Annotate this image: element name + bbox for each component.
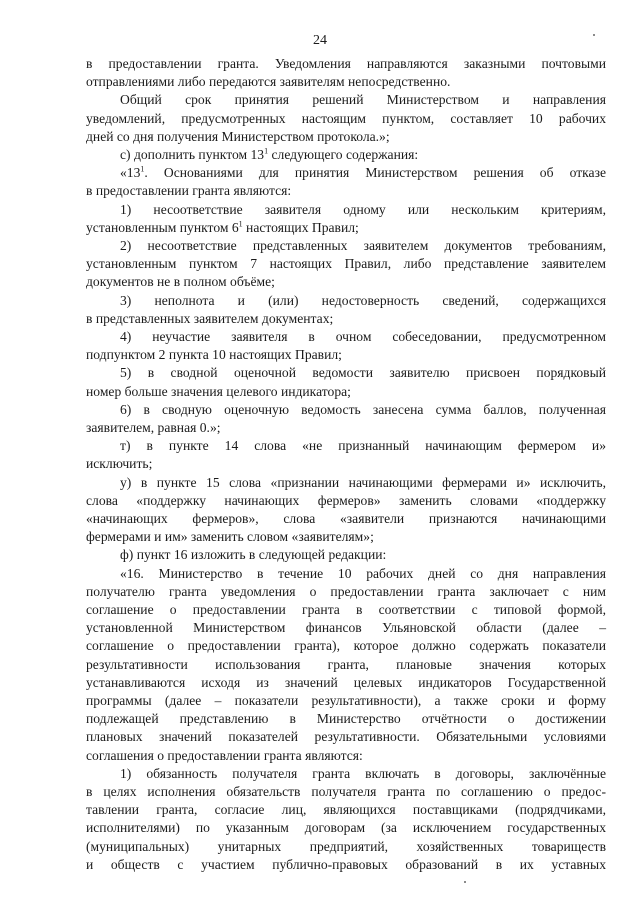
text-line: слова «поддержку начинающих фермеров» заменить словами «поддержку (86, 492, 606, 508)
text-line: «$13^1$. Основаниями для принятия Министерством решения об отказе (120, 164, 606, 181)
text-line: фермерами и им» заменить словом «заявителям»; (86, 529, 374, 545)
text-line: в целях исполнения обязательств получателя гранта по соглашению о предос- (86, 784, 606, 799)
text-line: номер больше значения целевого индикатора; (86, 383, 351, 399)
text-line: 1) обязанность получателя гранта включать в договоры, заключённые (120, 765, 606, 781)
text-line: в предоставлении гранта являются: (86, 183, 292, 199)
text-line: дней со дня получения Министерством протокола.»; (86, 128, 390, 144)
text-line: 4) неучастие заявителя в очном собеседовании, предусмотренном (120, 329, 606, 344)
text-line: исполнителями) по указанным договорам (за исключением государственных (86, 820, 606, 836)
text-line: подпунктом 2 пункта 10 настоящих Правил; (86, 347, 342, 363)
text-line: Общий срок принятия решений Министерством и направления (120, 92, 606, 108)
text-line: плановых значений показателей результативности. Обязательными условиями (86, 729, 606, 745)
text-line: документов не в полном объёме; (86, 274, 275, 290)
text-line: получателю гранта уведомления о предоставлении гранта заключает с ним (86, 583, 606, 599)
text-line: тавлении гранта, согласие лиц, являющихся поставщиками (подрядчиками, (86, 802, 606, 818)
scan-speck (464, 881, 466, 883)
text-line: 6) в сводную оценочную ведомость занесена сумма баллов, полученная (120, 401, 606, 417)
text-line: 5) в сводной оценочной ведомости заявителю присвоен порядковый (120, 365, 606, 381)
text-line: установленным пунктом 7 настоящих Правил, либо представление заявителем (86, 256, 606, 272)
text-line: с) дополнить пунктом $13^1$ следующего содержания: (120, 146, 419, 162)
text-line: отправлениями либо передаются заявителям непосредственно. (86, 74, 451, 90)
text-line: в предоставлении гранта. Уведомления направляются заказными почтовыми (86, 56, 606, 71)
text-line: т) в пункте 14 слова «не признанный начинающим фермером и» (120, 438, 606, 454)
page-number: 24 (313, 33, 327, 48)
scan-speck (593, 34, 595, 36)
text-line: 1) несоответствие заявителя одному или нескольким критериям, (120, 201, 606, 217)
text-line: соглашение о предоставлении гранта), которое должно содержать показатели (86, 638, 606, 654)
text-line: 3) неполнота и (или) недостоверность сведений, содержащихся (120, 292, 606, 308)
text-line: в представленных заявителем документах; (86, 310, 334, 326)
text-line: программы (далее – показатели результативности), а также сроки и форму (86, 693, 606, 708)
text-line: «начинающих фермеров», слова «заявители признаются начинающими (86, 511, 606, 526)
text-line: у) в пункте 15 слова «признании начинающими фермерами и» исключить, (120, 474, 606, 490)
text-line: подлежащей представлению в Министерство отчётности о достижении (86, 711, 606, 727)
text-line: устанавливаются исходя из значений целевых индикаторов Государственной (86, 674, 606, 690)
text-line: и обществ с участием публично-правовых образований в их уставных (86, 856, 606, 872)
text-line: результативности использования гранта, плановые значения которых (86, 656, 606, 672)
text-line: соглашения о предоставлении гранта являются: (86, 747, 363, 763)
text-line: ф) пункт 16 изложить в следующей редакции: (120, 547, 387, 563)
text-line: установленным пунктом $6^1$ настоящих Правил; (86, 219, 359, 235)
text-line: «16. Министерство в течение 10 рабочих дней со дня направления (120, 565, 606, 581)
text-line: уведомлений, предусмотренных настоящим пунктом, составляет 10 рабочих (86, 110, 606, 126)
text-line: соглашение о предоставлении гранта в соответствии с типовой формой, (86, 602, 606, 617)
text-line: 2) несоответствие представленных заявителем документов требованиям, (120, 238, 606, 253)
text-line: заявителем, равная 0.»; (86, 420, 221, 435)
text-line: исключить; (86, 456, 153, 472)
text-line: (муниципальных) унитарных предприятий, хозяйственных товариществ (86, 838, 606, 854)
text-line: установленной Министерством финансов Ульяновской области (далее – (86, 620, 606, 636)
